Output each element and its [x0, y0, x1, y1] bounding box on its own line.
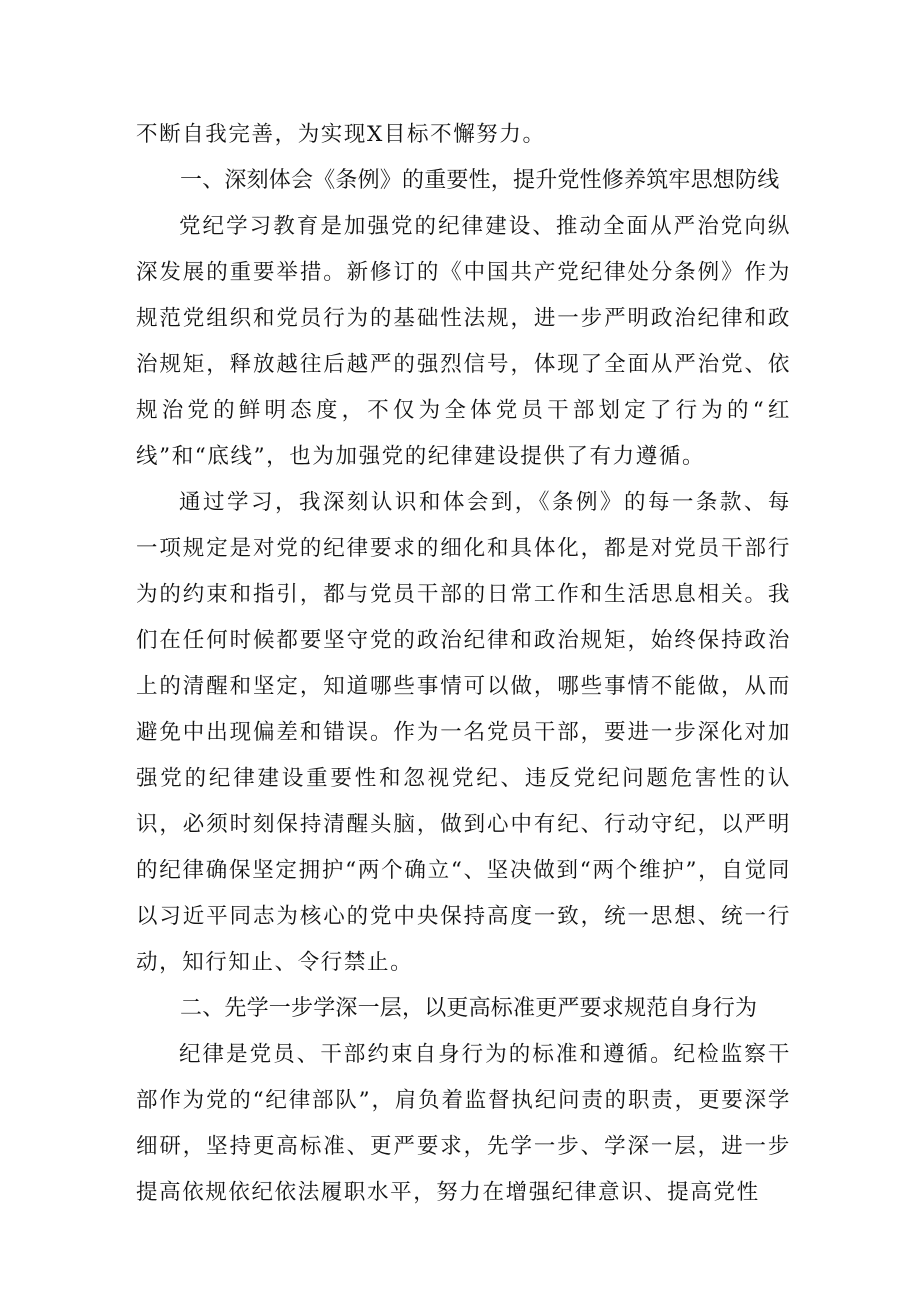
section-1-heading: 一、深刻体会《条例》的重要性，提升党性修养筑牢思想防线 — [180, 168, 780, 193]
section-2-paragraph-1: 纪律是党员、干部约束自身行为的标准和遵循。纪检监察干部作为党的“纪律部队”，肩负着监督执纪问责的职责，更要深学细研，坚持更高标准、更严要求，先学一步、学深一层，进一步提高依规依纪依法履职水平，努力在增强纪律意识、提高党性 — [136, 1042, 791, 1205]
document-body — [136, 112, 791, 1216]
section-2-heading: 二、先学一步学深一层，以更高标准更严要求规范自身行为 — [180, 996, 758, 1021]
intro-tail-paragraph: 不断自我完善，为实现X目标不懈努力。 — [136, 122, 546, 147]
section-1-paragraph-1: 党纪学习教育是加强党的纪律建设、推动全面从严治党向纵深发展的重要举措。新修订的《中国共产党纪律处分条例》作为规范党组织和党员行为的基础性法规，进一步严明政治纪律和政治规矩，释放越往后越严的强烈信号，体现了全面从严治党、依规治党的鲜明态度，不仅为全体党员干部划定了行为的“红线”和“底线”，也为加强党的纪律建设提供了有力遵循。 — [136, 214, 791, 469]
section-1-paragraph-2: 通过学习，我深刻认识和体会到，《条例》的每一条款、每一项规定是对党的纪律要求的细化和具体化，都是对党员干部行为的约束和指引，都与党员干部的日常工作和生活思息相关。我们在任何时候都要坚守党的政治纪律和政治规矩，始终保持政治上的清醒和坚定，知道哪些事情可以做，哪些事情不能做，从而避免中出现偏差和错误。作为一名党员干部，要进一步深化对加强党的纪律建设重要性和忽视党纪、违反党纪问题危害性的认识，必须时刻保持清醒头脑，做到心中有纪、行动守纪，以严明的纪律确保坚定拥护“两个确立“、坚决做到“两个维护”，自觉同以习近平同志为核心的党中央保持高度一致，统一思想、统一行动，知行知止、令行禁止。 — [136, 490, 791, 975]
